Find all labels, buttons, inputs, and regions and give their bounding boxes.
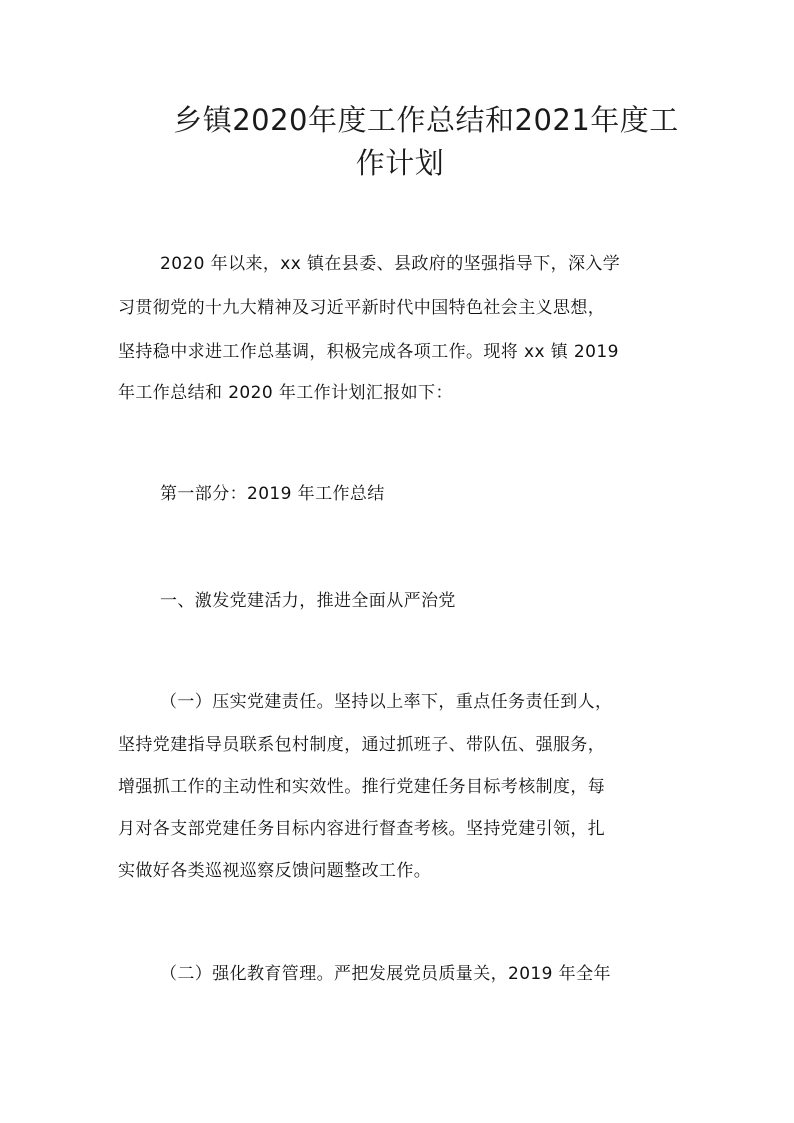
item1-line-3: 增强抓工作的主动性和实效性。推行党建任务目标考核制度，每 xyxy=(118,777,606,797)
document-title-line-2: 作计划 xyxy=(355,146,445,180)
intro-paragraph-line-2: 习贯彻党的十九大精神及习近平新时代中国特色社会主义思想， xyxy=(118,298,606,318)
item2-line-1: （二）强化教育管理。严把发展党员质量关，2019 年全年 xyxy=(160,964,611,984)
part-heading: 第一部分：2019 年工作总结 xyxy=(160,484,385,504)
intro-paragraph-line-4: 年工作总结和 2020 年工作计划汇报如下： xyxy=(118,383,453,403)
item1-line-2: 坚持党建指导员联系包村制度，通过抓班子、带队伍、强服务， xyxy=(118,735,606,755)
item1-line-4: 月对各支部党建任务目标内容进行督查考核。坚持党建引领，扎 xyxy=(118,819,606,839)
intro-paragraph-line-3: 坚持稳中求进工作总基调，积极完成各项工作。现将 xx 镇 2019 xyxy=(118,342,619,362)
document-title-line-1: 乡镇2020年度工作总结和2021年度工 xyxy=(173,103,679,137)
intro-paragraph-line-1: 2020 年以来，xx 镇在县委、县政府的坚强指导下，深入学 xyxy=(160,254,621,274)
section-heading: 一、激发党建活力，推进全面从严治党 xyxy=(160,591,456,611)
item1-line-1: （一）压实党建责任。坚持以上率下，重点任务责任到人， xyxy=(160,692,613,712)
item1-line-5: 实做好各类巡视巡察反馈问题整改工作。 xyxy=(118,861,432,881)
